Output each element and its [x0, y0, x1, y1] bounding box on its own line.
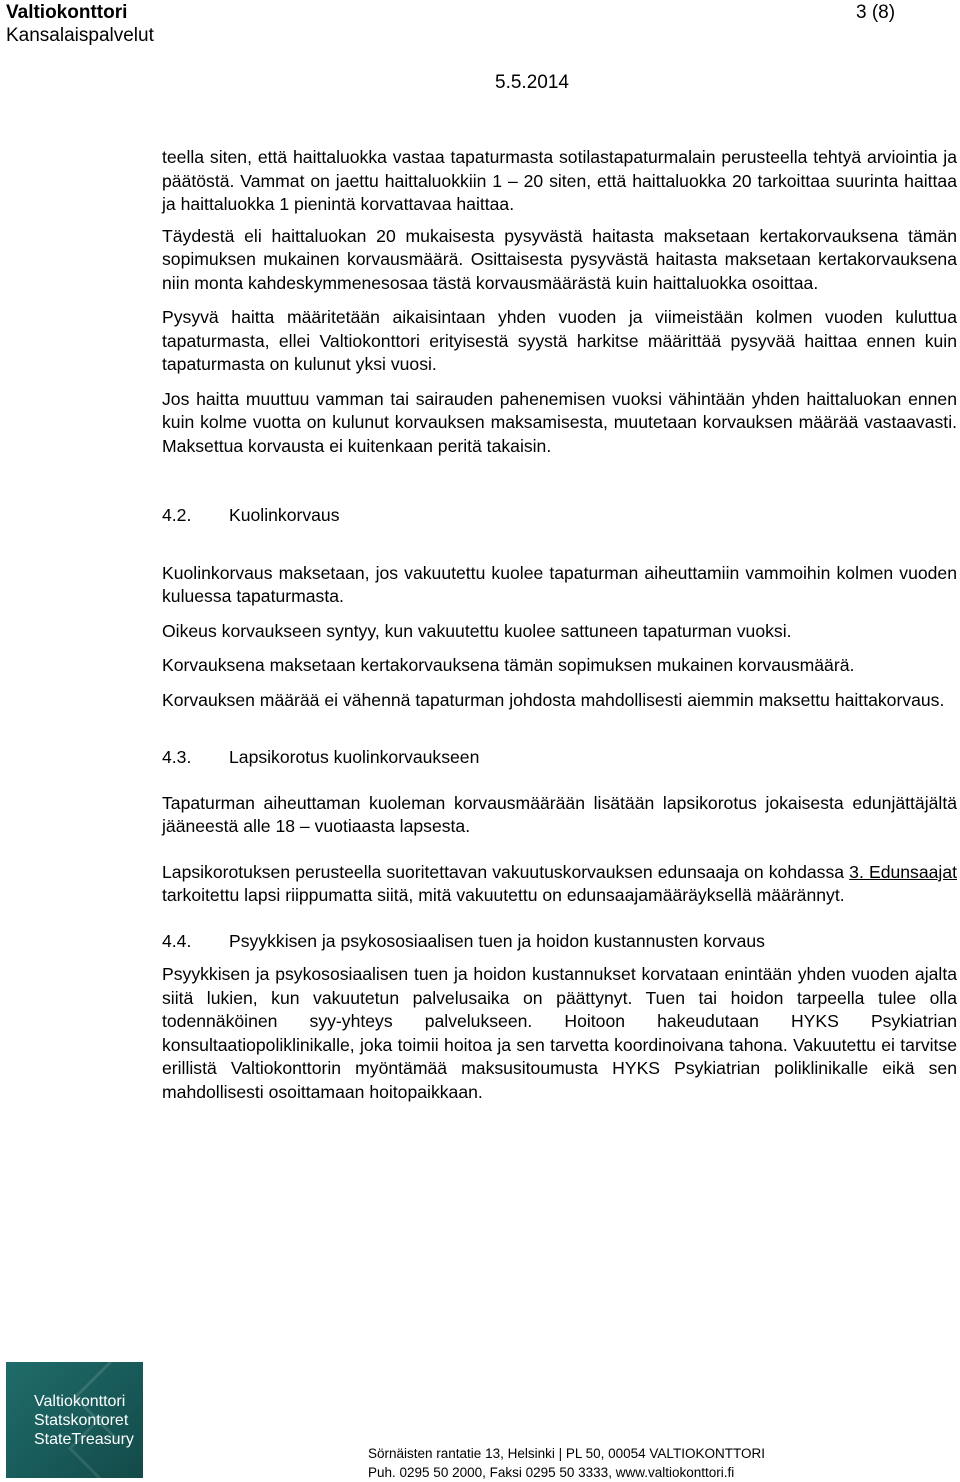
edunsaaja-text-after: tarkoitettu lapsi riippumatta siitä, mitä vakuutettu on edunsaajamääräyksellä määrännyt.	[162, 885, 845, 905]
paragraph-haittaluokka: teella siten, että haittaluokka vastaa tapaturmasta sotilastapaturmalain perusteella tehtyä arviointia ja päätöstä. Vammat on jaettu haittaluokkiin 1 – 20 siten, että haittaluokka 20 tarkoittaa suurinta haittaa ja haittaluokka 1 pienintä korvattavaa haittaa.	[162, 147, 957, 214]
edunsaajat-link[interactable]: 3. Edunsaajat	[849, 861, 957, 882]
paragraph-psyykkinen-tuki: Psyykkisen ja psykososiaalisen tuen ja hoidon kustannukset korvataan enintään yhden vuoden ajalta siitä lukien, kun vakuutetun palvelusaika on päättynyt. Tuen tai hoidon tarpeella tulee olla todennäköinen syy-yhteys palvelukseen. Hoitoon hakeudutaan HYKS Psykiatrian konsultaatiopoliklinikalle, joka toimii hoitoa ja sen tarvetta koordinoivana tahona. Vakuutettu ei tarvitse erillistä Valtiokonttorin myöntämää maksusitoumusta HYKS Psykiatrian poliklinikalle eikä sen mahdollisesti osoittamaan hoitopaikkaan.	[162, 964, 957, 1102]
org-unit: Kansalaispalvelut	[6, 25, 154, 46]
paragraph-kuolinkorvaus: Kuolinkorvaus maksetaan, jos vakuutettu kuolee tapaturman aiheuttamiin vammoihin kolmen vuoden kuluessa tapaturmasta.	[162, 562, 957, 606]
paragraph-oikeus-korvaukseen: Oikeus korvaukseen syntyy, kun vakuutettu kuolee sattuneen tapaturman vuoksi.	[162, 620, 792, 641]
section-heading-4-4	[162, 930, 957, 954]
section-title: Kuolinkorvaus	[229, 505, 340, 525]
paragraph-lapsikorotus: Tapaturman aiheuttaman kuoleman korvausmäärään lisätään lapsikorotus jokaisesta edunjättäjältä jääneestä alle 18 – vuotiaasta lapsesta.	[162, 792, 957, 836]
section-heading-4-3	[162, 746, 957, 770]
org-name: Valtiokonttori	[6, 2, 128, 23]
section-title: Psyykkisen ja psykososiaalisen tuen ja hoidon kustannusten korvaus	[229, 930, 765, 951]
paragraph-korvausmaara: Korvauksena maksetaan kertakorvauksena tämän sopimuksen mukainen korvausmäärä.	[162, 655, 855, 675]
section-title: Lapsikorotus kuolinkorvaukseen	[229, 747, 480, 767]
paragraph-kertakorvaus: Täydestä eli haittaluokan 20 mukaisesta pysyvästä haitasta maksetaan kertakorvauksena tämän sopimuksen mukainen korvausmäärä. Osittaisesta pysyvästä haitasta maksetaan kertakorvauksena niin monta kahdeskymmenesosaa tästä korvausmäärästä kuin haittaluokka osoittaa.	[162, 225, 957, 293]
edunsaaja-text-before: Lapsikorotuksen perusteella suoritettavan vakuutuskorvauksen edunsaaja on kohdassa	[162, 861, 850, 882]
paragraph-ei-vahenna: Korvauksen määrää ei vähennä tapaturman johdosta mahdollisesti aiemmin maksettu haittakorvaus.	[162, 689, 945, 710]
logo-line-fi: Valtiokonttori	[34, 1393, 126, 1410]
footer-address: Sörnäisten rantatie 13, Helsinki | PL 50, 00054 VALTIOKONTTORI	[368, 1446, 765, 1461]
section-heading-4-2	[162, 504, 957, 528]
paragraph-haitta-muuttuu: Jos haitta muuttuu vamman tai sairauden pahenemisen vuoksi vähintään yhden haittaluokan ennen kuin kolme vuotta on kulunut korvauksen maksamisesta, muutetaan korvauksen määrää vastaavasti. Maksettua korvausta ei kuitenkaan peritä takaisin.	[162, 388, 957, 456]
section-number: 4.4.	[162, 930, 192, 951]
section-number: 4.2.	[162, 505, 192, 525]
paragraph-pysyva-haitta: Pysyvä haitta määritetään aikaisintaan yhden vuoden ja viimeistään kolmen vuoden kuluttua tapaturmasta, ellei Valtiokonttori erityisestä syystä harkitse määrittää pysyvää haittaa ennen kuin tapaturmasta on kulunut yksi vuosi.	[162, 307, 957, 374]
document-date: 5.5.2014	[495, 72, 569, 93]
logo-line-en: StateTreasury	[34, 1431, 134, 1448]
footer-contact: Puh. 0295 50 2000, Faksi 0295 50 3333, www.valtiokonttori.fi	[368, 1465, 735, 1480]
document-body	[162, 146, 957, 1115]
paragraph-edunsaaja	[162, 861, 957, 908]
section-number: 4.3.	[162, 747, 192, 767]
valtiokonttori-logo	[6, 1362, 143, 1478]
logo-line-sv: Statskontoret	[34, 1412, 129, 1429]
page-number: 3 (8)	[856, 2, 896, 23]
logo-text	[34, 1392, 134, 1449]
